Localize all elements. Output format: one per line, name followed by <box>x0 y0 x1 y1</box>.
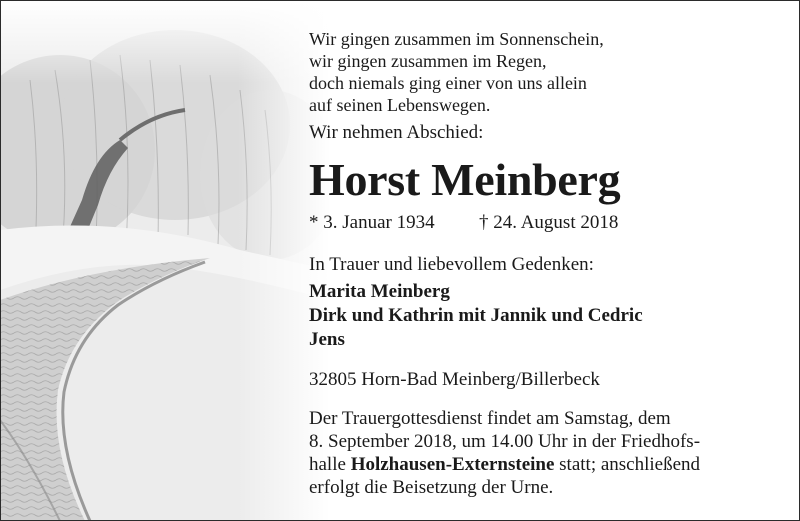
mourner-name: Dirk und Kathrin mit Jannik und Cedric <box>309 305 643 326</box>
chapel-location: Holzhausen-Externsteine <box>350 454 555 475</box>
poem-line: Wir gingen zusammen im Sonnenschein, <box>309 29 604 49</box>
farewell-line: Wir nehmen Abschied: <box>309 122 484 143</box>
poem-line: auf seinen Lebenswegen. <box>309 95 491 115</box>
poem-line: doch niemals ging einer von uns allein <box>309 73 587 93</box>
mourner-name: Jens <box>309 329 345 350</box>
service-line: 8. September 2018, um 14.00 Uhr in der Friedhofs- <box>309 431 701 452</box>
service-line: erfolgt die Beisetzung der Urne. <box>309 477 554 498</box>
service-text: statt; anschließend <box>554 454 701 475</box>
mourning-intro: In Trauer und liebevollem Gedenken: <box>309 254 594 275</box>
poem-line: wir gingen zusammen im Regen, <box>309 51 547 71</box>
deceased-name: Horst Meinberg <box>309 154 621 205</box>
family-address: 32805 Horn-Bad Meinberg/Billerbeck <box>309 369 600 390</box>
death-date: † 24. August 2018 <box>479 212 619 233</box>
birth-date: * 3. Januar 1934 <box>309 212 435 233</box>
mourner-name: Marita Meinberg <box>309 281 450 302</box>
service-text: halle <box>309 454 351 475</box>
service-line: Der Trauergottesdienst findet am Samstag, dem <box>309 408 671 429</box>
